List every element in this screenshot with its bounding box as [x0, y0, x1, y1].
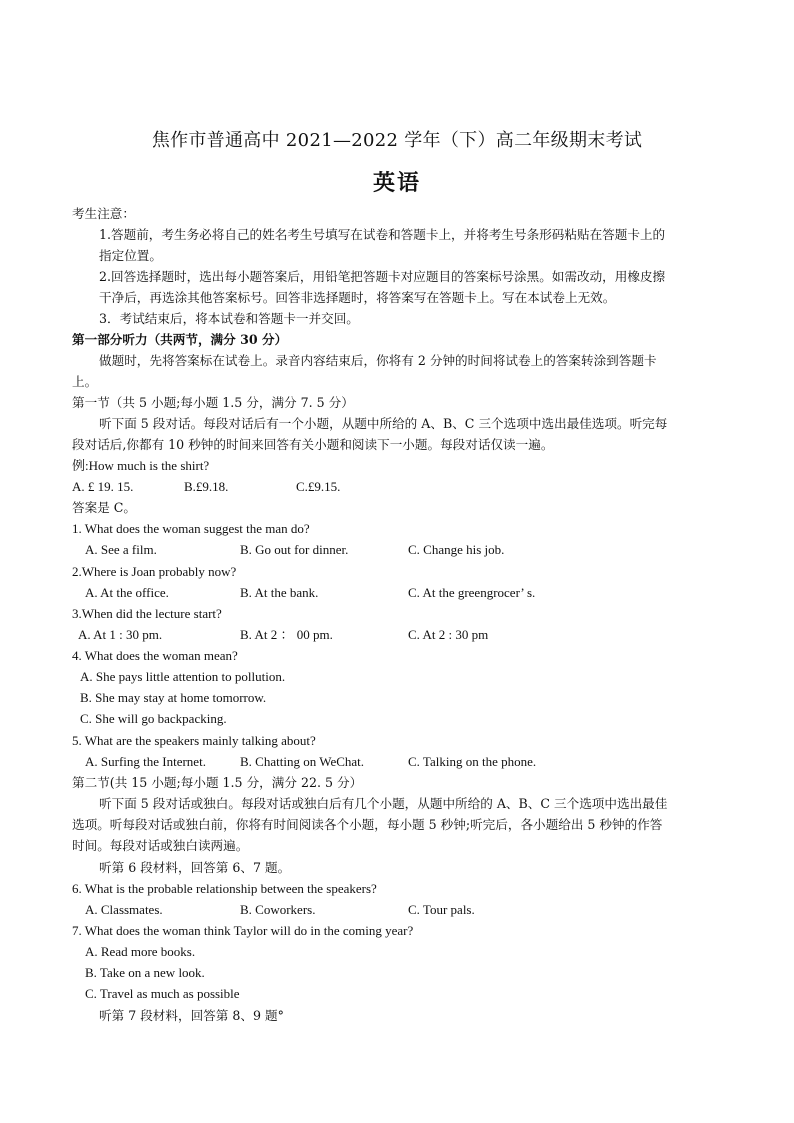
q1-option-b: B. Go out for dinner. — [240, 542, 349, 557]
q1-option-c: C. Change his job. — [408, 542, 505, 557]
q3-option-b: B. At 2 ： 00 pm. — [240, 627, 333, 642]
question-4: 4. What does the woman mean? — [72, 648, 238, 663]
example-option-c: C.£9.15. — [296, 479, 341, 494]
part1-heading: 第一部分听力（共两节，满分 30 分） — [72, 332, 288, 347]
q6-option-a: A. Classmates. — [85, 902, 163, 917]
q6-option-b: B. Coworkers. — [240, 902, 316, 917]
part1-intro: 做题时，先将答案标在试卷上。录音内容结束后，你将有 2 分钟的时间将试卷上的答案转涂到答题卡 — [99, 353, 657, 368]
q5-option-c: C. Talking on the phone. — [408, 754, 537, 769]
example-answer: 答案是 C。 — [72, 500, 137, 515]
exam-title: 焦作市普通高中 2021—2022 学年（下）高二年级期末考试 — [151, 130, 643, 151]
q4-option-b: B. She may stay at home tomorrow. — [80, 690, 267, 705]
example-option-a: A. £ 19. 15. — [72, 479, 134, 494]
notice-item-1-cont: 指定位置。 — [99, 248, 162, 263]
notice-item-3: 3．考试结束后，将本试卷和答题卡一并交回。 — [99, 311, 359, 326]
material-6-instruction: 听第 6 段材料，回答第 6、7 题。 — [99, 860, 291, 875]
section2-intro-cont-1: 选项。听每段对话或独白前，你将有时间阅读各个小题，每小题 5 秒钟;听完后，各小题给出 5 秒钟的作答 — [72, 817, 663, 832]
example-question: 例:How much is the shirt? — [72, 458, 210, 473]
section2-intro-cont-2: 时间。每段对话或独白读两遍。 — [72, 838, 249, 853]
q2-option-a: A. At the office. — [85, 585, 169, 600]
q6-option-c: C. Tour pals. — [408, 902, 475, 917]
subject-title: 英语 — [372, 170, 421, 196]
section1-intro-cont: 段对话后,你都有 10 秒钟的时间来回答有关小题和阅读下一小题。每段对话仅读一遍。 — [72, 437, 554, 452]
notice-item-2-cont: 干净后，再选涂其他答案标号。回答非选择题时，将答案写在答题卡上。写在本试卷上无效。 — [99, 290, 616, 305]
notice-item-1: 1.答题前，考生务必将自己的姓名考生号填写在试卷和答题卡上，并将考生号条形码粘贴在答题卡上的 — [99, 227, 666, 242]
q3-option-c: C. At 2 : 30 pm — [408, 627, 489, 642]
question-3: 3.When did the lecture start? — [72, 606, 222, 621]
section1-intro: 听下面 5 段对话。每段对话后有一个小题，从题中所给的 A、B、C 三个选项中选出最佳选项。听完每 — [99, 416, 668, 431]
q7-option-b: B. Take on a new look. — [85, 965, 205, 980]
q5-option-a: A. Surfing the Internet. — [85, 754, 206, 769]
notice-item-2: 2.回答选择题时，选出每小题答案后，用铅笔把答题卡对应题目的答案标号涂黑。如需改动，用橡皮擦 — [99, 269, 666, 284]
question-7: 7. What does the woman think Taylor will do in the coming year? — [72, 923, 414, 938]
q3-option-a: A. At 1 : 30 pm. — [78, 627, 163, 642]
q2-option-c: C. At the greengrocer’ s. — [408, 585, 536, 600]
q7-option-c: C. Travel as much as possible — [85, 986, 240, 1001]
question-6: 6. What is the probable relationship between the speakers? — [72, 881, 377, 896]
q4-option-a: A. She pays little attention to pollution. — [80, 669, 286, 684]
q5-option-b: B. Chatting on WeChat. — [240, 754, 365, 769]
example-option-b: B.£9.18. — [184, 479, 229, 494]
q1-option-a: A. See a film. — [85, 542, 157, 557]
part1-intro-cont: 上。 — [72, 374, 98, 389]
q7-option-a: A. Read more books. — [85, 944, 196, 959]
notice-heading: 考生注意： — [72, 206, 135, 221]
q4-option-c: C. She will go backpacking. — [80, 711, 227, 726]
section2-heading: 第二节(共 15 小题;每小题 1.5 分，满分 22. 5 分） — [72, 775, 363, 790]
section2-intro: 听下面 5 段对话或独白。每段对话或独白后有几个小题，从题中所给的 A、B、C 三个选项中选出最佳 — [99, 796, 668, 811]
q2-option-b: B. At the bank. — [240, 585, 319, 600]
material-7-instruction: 听第 7 段材料，回答第 8、9 题° — [99, 1008, 284, 1023]
question-2: 2.Where is Joan probably now? — [72, 564, 237, 579]
section1-heading: 第一节（共 5 小题;每小题 1.5 分，满分 7. 5 分） — [72, 395, 354, 410]
question-5: 5. What are the speakers mainly talking about? — [72, 733, 316, 748]
question-1: 1. What does the woman suggest the man do? — [72, 521, 310, 536]
